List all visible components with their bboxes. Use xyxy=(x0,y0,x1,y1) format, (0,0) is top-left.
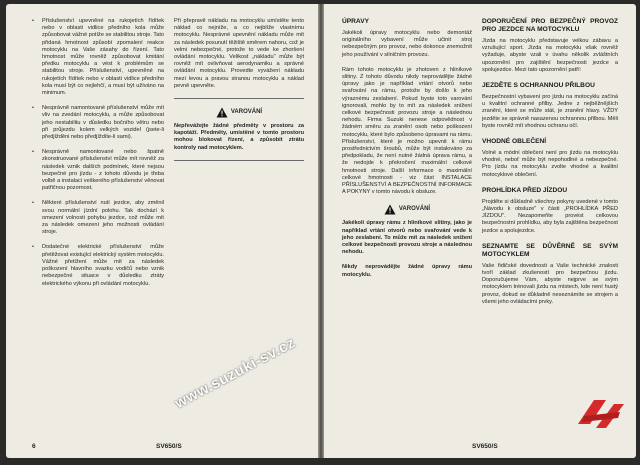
list-item: • Dodatečné elektrické příslušenství může přetěžovat existující elektrický systém motocyklu. Vážné přetížení může mít za následek poškození hlavního svazku vodičů nebo vznik nebezpečné situace v důsledku ztráty elektrického výkonu při ovládání motocyklu. xyxy=(32,244,164,287)
bullet-marker: • xyxy=(32,200,34,207)
list-item: • Příslušenství upevněné na rukojetích řídítek nebo v oblasti vidlice předního kola může způsobovat vážné potíže se stabilitou stroje. Tato přidaná hmotnost způsobí zpomalení reakce motocyklu na Vaše zásahy do řízení. Tato hmotnost může rovněž způsobovat kmitání předku motocyklu a vést k problémům se stabilitou stroje. Příslušenství, upevněné na rukojetích řídítek nebo v oblasti vidlice předního kola musí být co nejlehčí, a musí být užíváno na minimum. xyxy=(32,18,164,97)
sv-logo-icon xyxy=(576,394,626,434)
section-heading: SEZNAMTE SE DŮVĚRNĚ SE SVÝM MOTOCYKLEM xyxy=(482,242,618,258)
model-footer: SV650/S xyxy=(156,443,182,450)
cargo-paragraph: Při přepravě nákladu na motocyklu umístěte tento náklad co nejníže, a co nejblíže vlastnímu motocyklu. Nesprávné upevnění nákladu může mít za následek posunutí těžiště směrem nahoru, což je velmi nebezpečné, protože to vede ke zhoršení ovládání motocyklu. Velikost „nákladu" může být rovněž mít ovlivňovat aerodynamiku a správné ovládání motocyklu. Provedte vyvážení nákladu mezi levou a pravou stranou motocyklu a náklad pevně upevněte. xyxy=(174,18,304,89)
section-heading: VHODNÉ OBLEČENÍ xyxy=(482,138,547,146)
section-heading: ÚPRAVY xyxy=(342,18,369,25)
list-item: • Nesprávně namontované příslušenství může mít vliv na zvedání motocyklu, a může způsobovat jeho nestabilitu v důsledku bočního větru nebo při průjezdu kolem velkých vozidel (jsete-li předjížděni nebo předjíždíte-li sami). xyxy=(32,105,164,141)
paragraph: Bezpečnostní vybavení pro jízdu na motocyklu začíná u kvalitní ochranné přilby. Jedne z nejběžnějších zranění, které se může stát, je zranění hlavy. VŽDY jezděte se správně nasazenou ochrannou přilbou. Měli byste rovněž mít vhodnou ochranu očí. xyxy=(482,94,618,129)
bullet-marker: • xyxy=(32,149,34,156)
warning-icon xyxy=(216,107,228,118)
warning-label: VAROVÁNÍ xyxy=(230,108,263,115)
bullet-marker: • xyxy=(32,18,34,24)
warning-icon xyxy=(384,204,396,215)
bullet-marker: • xyxy=(32,244,34,251)
section-heading: PROHLÍDKA PŘED JÍZDOU xyxy=(482,186,568,194)
warning-heading xyxy=(174,107,304,118)
right-column-2 xyxy=(482,18,618,314)
paragraph: Projděte si důkladně všechny pokyny uvedené v tomto „Návodu k obsluze" v části „PROHLÍDKA PŘED JÍZDOU". Nezapomeňte provést celkovou bezpečnostní prohlídku, aby byla zajištěna bezpečnost jezdce a spolujezdce. xyxy=(482,198,618,234)
watermark-text: www.suzuki-sv.cz xyxy=(172,334,299,413)
warning-label: VAROVÁNÍ xyxy=(398,206,431,213)
paragraph: Jakékoli úpravy motocyklu nebo demontáž originálního vybavení může učinit stroj nebezpečným pro provoz, nebo dokonce znemožnit jeho používání v silničním provozu. xyxy=(342,30,472,58)
left-column-2 xyxy=(174,18,304,167)
page-number: 6 xyxy=(32,443,36,450)
paragraph: Volné a módní oblečení není pro jízdu na motocyklu vhodné, neboť může být nepohodlné a nebezpečné. Pro jízdu na motocyklu zvolte vhodné a kvalitní motocyklové oblečení. xyxy=(482,150,618,178)
paragraph: Rám tohoto motocyklu je zhotoven z hliníkové slitiny. Z tohoto důvodu nikdy neprovádějte žádné úpravy jako je například vrtání otvorů nebo svařování na rámu, protože by došlo k jeho výraznému zeslabení. Pokud byste toto varování ignorovali, mohlo by to mít za následek snížení celkové bezpečnosti provozu stroje a následnou nehodu. Firma Suzuki nenese odpovědnost v žádném směru za zranění osob nebo poškození motocyklu, které bylo způsobeno úpravami na rámu. Příslušenství, které je možno upevnit k rámu prostřednictvím šroubů, může být instalováno za předpokladu, že není nutné žádná úprava rámu, a že nedojde k překročení maximální celkové hmotnosti stroje. Další informace o maximální celkové hmotnosti - viz část INSTALACE PŘÍSLUŠENSTVÍ A BEZPEČNOSTNÍ INFORMACE A POKYNY v tomto návodu k obsluze. xyxy=(342,66,472,196)
list-item: • Nesprávně namontované nebo špatně zkonstruované příslušenství může mít rovněž za následek vznik dalších podmínek, které nejsou bezpečné pro jízdu - z tohoto důvodu je třeba volbě a instalaci veškerého příslušenství věnovat patřičnou pozornost. xyxy=(32,149,164,192)
warning-text: Jakékoli úpravy rámu z hliníkové slitiny, jako je například vrtání otvorů nebo svařování vede k jeho zeslabení. To může mít za následek snížení celkové bezpečnosti provozu stroje a následnou nehodu. xyxy=(342,220,472,256)
warning-text: Nikdy neprovádějte žádné úpravy rámu motocyklu. xyxy=(342,264,472,278)
list-item: • Některé příslušenství nutí jezdce, aby změnil svou normální jízdní polohu. Tak dochází k omezení volnosti pohybu jezdce, což může mít za následek omezení jeho možnosti ovládání stroje. xyxy=(32,200,164,236)
warning-text: Nepřevážejte žádné předměty v prostoru za kapotáží. Předměty, umístěné v tomto prostoru mohou blokovat řízení, a způsobit ztrátu kontroly nad motocyklem. xyxy=(174,123,304,151)
manual-spread xyxy=(6,4,636,458)
left-page xyxy=(6,4,318,458)
paragraph: Vaše řidičské dovednosti a Vaše technické znalosti tvoří základ zkušeností pro bezpečnou jízdu. Doporučujeme Vám, abyste nejprve se svým motocyklem trénovali jízdu na místech, kde není hustý provoz, dokud se důkladně neseznámíte se strojem a všemi jeho ovládacími prvky. xyxy=(482,262,618,305)
bullet-marker: • xyxy=(32,105,34,112)
left-column-1 xyxy=(32,18,164,296)
paragraph: Jízda na motocyklu představuje velkou zábavu a vzrušující sport. Jízda na motocyklu však rovněž vyžaduje, abyste vzali v úvahu několik zvláštních upozornění pro zajištění bezpečnosti jezdce a spolujezdce. Mezi tato upozornění patří: xyxy=(482,38,618,73)
section-heading: DOPORUČENÍ PRO BEZPEČNÝ PROVOZ PRO JEZDCE NA MOTOCYKLU xyxy=(482,18,618,33)
right-column-1 xyxy=(342,18,472,287)
divider xyxy=(174,98,304,99)
model-footer: SV650/S xyxy=(472,443,498,450)
section-heading: JEZDĚTE S OCHRANNOU PŘILBOU xyxy=(482,82,595,90)
divider xyxy=(174,160,304,161)
warning-heading xyxy=(342,204,472,215)
right-page xyxy=(324,4,636,458)
